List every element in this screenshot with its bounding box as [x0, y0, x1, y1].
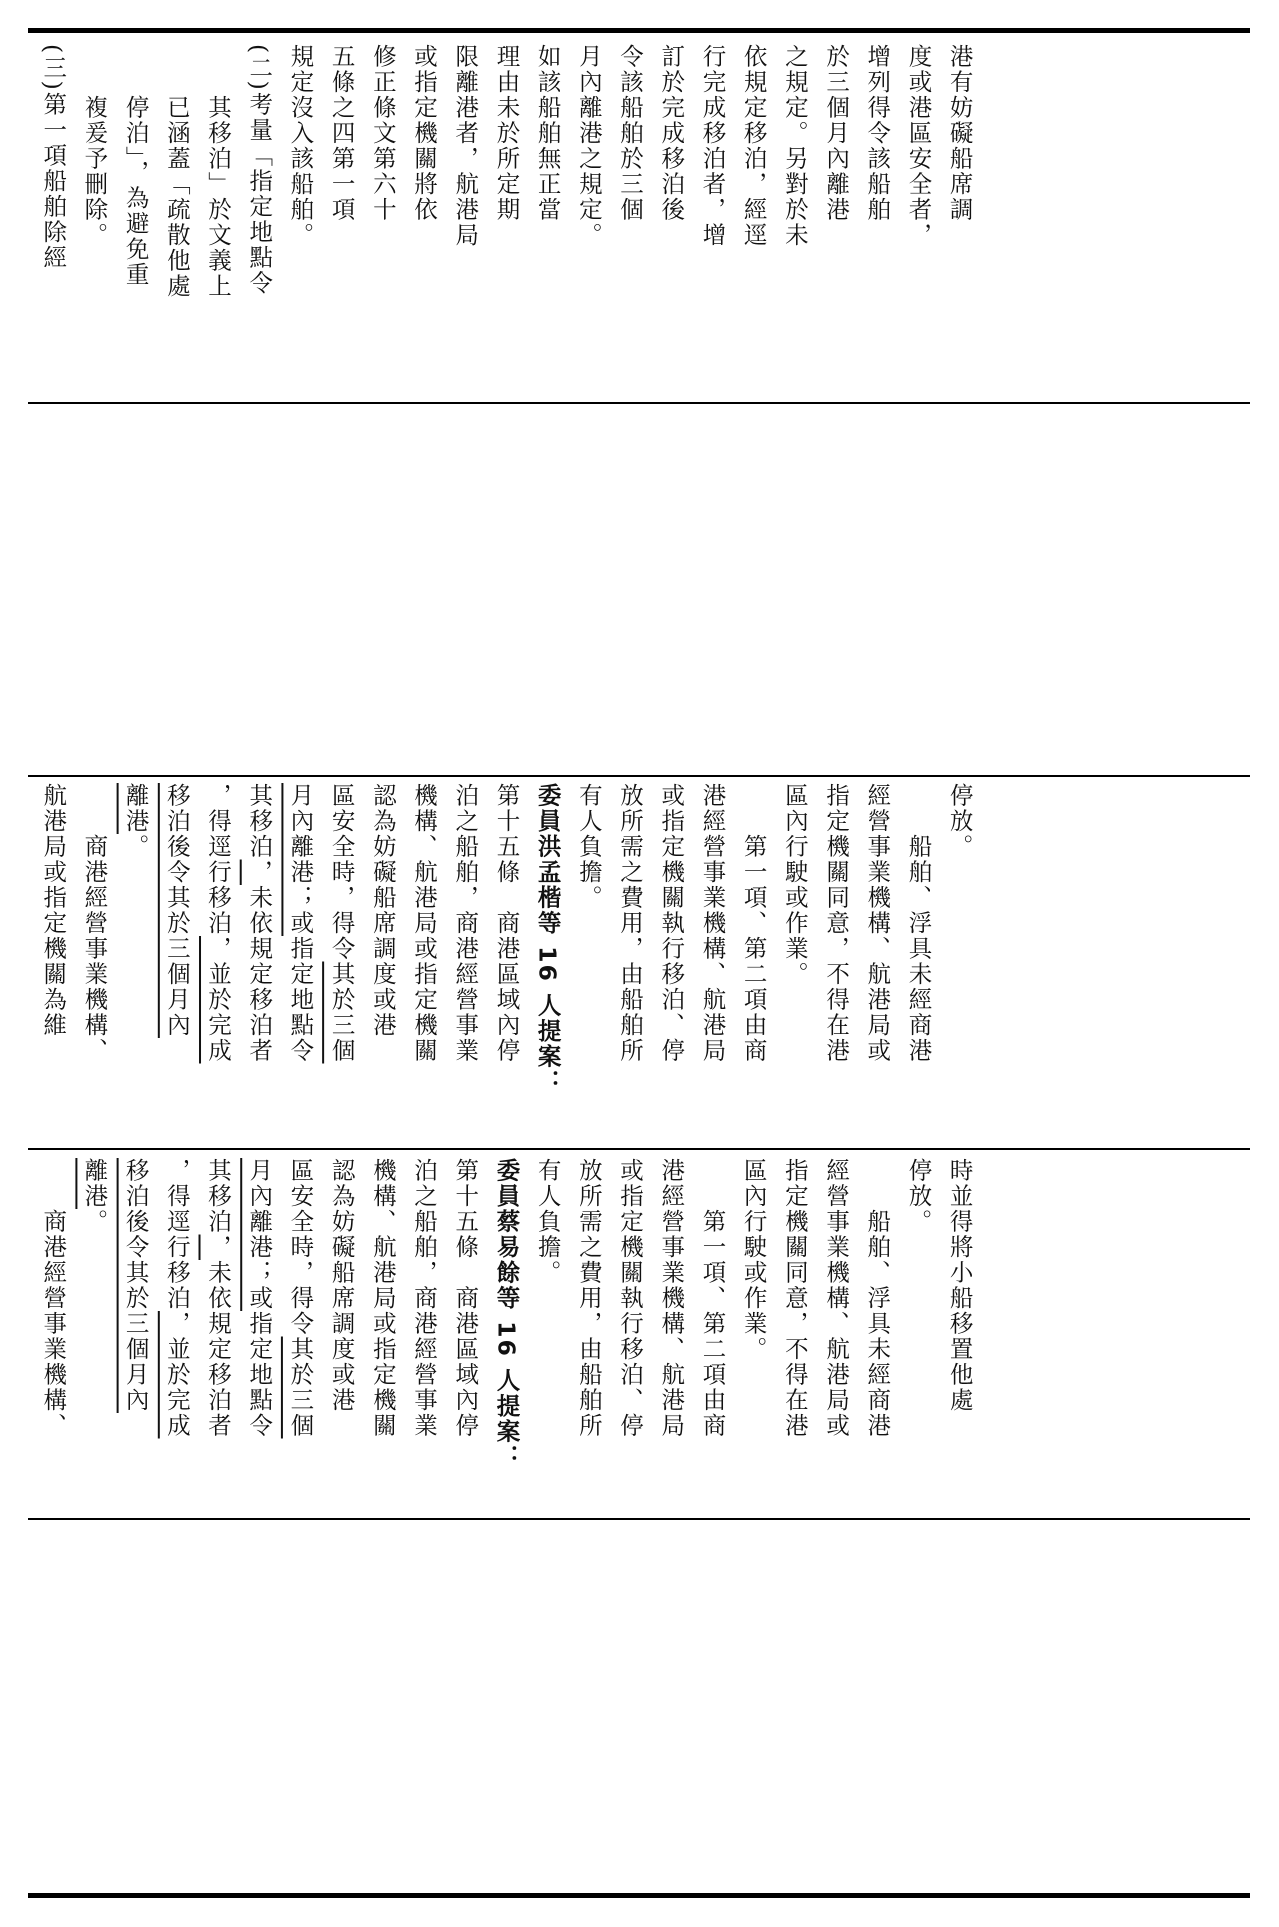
text-line — [279, 783, 320, 1143]
text-line — [568, 783, 609, 1143]
text-line — [856, 44, 897, 394]
text-segment: 指定機關同意，不得在港 — [822, 783, 851, 1064]
text-line — [691, 1158, 732, 1513]
text-segment: 如該船舶無正當 — [533, 44, 562, 223]
text-line — [156, 1158, 197, 1513]
underlined-amendment-text: 移泊後令其於三個月內 — [121, 1158, 150, 1413]
text-segment: 指定地點令 — [245, 1311, 274, 1439]
text-segment: 區內行駛或作業。 — [739, 1158, 768, 1362]
text-segment: 增列得令該船舶 — [863, 44, 892, 223]
text-line — [444, 783, 485, 1143]
text-segment: 航港局或指定機關為維 — [39, 783, 68, 1038]
proposal-heading: 委員洪孟楷等 16 人提案： — [533, 783, 562, 1096]
text-line — [156, 44, 197, 394]
text-segment: 未依規定移泊者 — [245, 885, 274, 1064]
proposal-heading: 委員蔡易餘等 16 人提案： — [492, 1158, 521, 1471]
text-segment: 或指定機關將依 — [410, 44, 439, 223]
text-segment: 停泊」，為避免重 — [121, 44, 150, 288]
text-line — [403, 1158, 444, 1513]
text-segment: (二)考量「指定地點令 — [245, 44, 274, 296]
text-segment: 。 — [121, 834, 150, 860]
text-line — [568, 1158, 609, 1513]
text-segment: 。 — [80, 1209, 109, 1235]
rule-middle — [28, 1148, 1250, 1150]
text-segment: 未依規定移泊者 — [204, 1260, 233, 1439]
text-segment: 經營事業機構、航港局或 — [822, 1158, 851, 1439]
text-line — [485, 783, 526, 1143]
text-line — [73, 783, 114, 1143]
text-line — [650, 783, 691, 1143]
rule-top — [28, 28, 1250, 33]
text-line — [774, 1158, 815, 1513]
text-line — [238, 783, 279, 1143]
text-line — [320, 44, 361, 394]
text-segment: 商港經營事業機構、 — [80, 783, 109, 1064]
text-segment: 限離港者，航港局 — [451, 44, 480, 248]
text-segment: 於三個月內離港 — [822, 44, 851, 223]
text-segment: 停放。 — [945, 783, 974, 860]
text-segment: 泊之船舶，商港經營事業 — [451, 783, 480, 1064]
text-line — [485, 44, 526, 394]
text-line — [485, 1158, 526, 1513]
text-segment: 五條之四第一項 — [327, 44, 356, 223]
rule-top-section-bottom — [28, 402, 1250, 404]
text-segment: 其移泊 — [245, 783, 274, 860]
text-segment: 度或港區安全者， — [904, 44, 933, 248]
text-segment: 有人負擔。 — [533, 1158, 562, 1286]
text-line — [362, 44, 403, 394]
text-line — [362, 1158, 403, 1513]
text-segment: 已涵蓋「疏散他處 — [162, 44, 191, 299]
text-line — [156, 783, 197, 1143]
text-segment: 機構、航港局或指定機關 — [410, 783, 439, 1064]
text-segment: 港有妨礙船席調 — [945, 44, 974, 223]
text-segment: 訂於完成移泊後 — [657, 44, 686, 223]
text-segment: 令該船舶於三個 — [616, 44, 645, 223]
text-line — [897, 44, 938, 394]
text-segment: 停放。 — [904, 1158, 933, 1235]
text-line — [114, 783, 155, 1143]
text-segment: 認為妨礙船席調度或港 — [368, 783, 397, 1038]
underlined-amendment-text: 離港 — [80, 1158, 109, 1209]
underlined-amendment-text: 離港 — [121, 783, 150, 834]
rule-lower-bottom — [28, 1518, 1250, 1520]
explanation-text-block — [32, 44, 980, 394]
proposal-hung-meng-kai-text-block — [32, 783, 980, 1143]
text-line — [197, 1158, 238, 1513]
text-line — [73, 1158, 114, 1513]
text-line — [815, 783, 856, 1143]
text-segment: 第一項、第二項由商 — [739, 783, 768, 1064]
underlined-amendment-text: ，並於完成 — [204, 936, 233, 1064]
text-segment: 第十五條 商港區域內停 — [492, 783, 521, 1064]
underlined-amendment-text: 月內離港；或 — [286, 783, 315, 936]
text-line — [691, 44, 732, 394]
text-line — [444, 44, 485, 394]
text-segment: 第一項、第二項由商 — [698, 1158, 727, 1439]
text-segment: 依規定移泊，經逕 — [739, 44, 768, 248]
text-line — [815, 44, 856, 394]
text-line — [197, 44, 238, 394]
text-segment: 機構、航港局或指定機關 — [368, 1158, 397, 1439]
text-segment: (三)第一項船舶除經 — [39, 44, 68, 271]
text-line — [609, 1158, 650, 1513]
text-segment: 或指定機關執行移泊、停 — [657, 783, 686, 1064]
text-line — [444, 1158, 485, 1513]
underlined-amendment-text: 其於三個 — [327, 961, 356, 1064]
text-segment: 區安全時，得令 — [286, 1158, 315, 1337]
underlined-amendment-text: ， — [204, 1234, 233, 1260]
underlined-amendment-text: 移泊後令其於三個月內 — [162, 783, 191, 1038]
text-line — [732, 44, 773, 394]
text-line — [403, 783, 444, 1143]
text-segment: 月內離港之規定。 — [574, 44, 603, 248]
text-segment: 複爰予刪除。 — [80, 44, 109, 248]
text-segment: 認為妨礙船席調度或港 — [327, 1158, 356, 1413]
text-line — [732, 1158, 773, 1513]
text-line — [32, 783, 73, 1143]
text-line — [403, 44, 444, 394]
proposal-tsai-yi-yu-text-block — [32, 1158, 980, 1513]
text-line — [238, 1158, 279, 1513]
text-segment: 泊之船舶，商港經營事業 — [410, 1158, 439, 1439]
underlined-amendment-text: 月內離港；或 — [245, 1158, 274, 1311]
text-segment: 其移泊」於文義上 — [204, 44, 233, 299]
text-segment: 放所需之費用，由船舶所 — [616, 783, 645, 1064]
text-line — [732, 783, 773, 1143]
text-line — [774, 783, 815, 1143]
text-line — [938, 783, 979, 1143]
text-segment: 規定沒入該船舶。 — [286, 44, 315, 248]
text-segment: ，得逕行移泊 — [204, 783, 233, 936]
text-segment: 指定地點令 — [286, 936, 315, 1064]
text-segment: 修正條文第六十 — [368, 44, 397, 223]
text-line — [609, 783, 650, 1143]
text-segment: 指定機關同意，不得在港 — [780, 1158, 809, 1439]
text-line — [73, 44, 114, 394]
text-line — [774, 44, 815, 394]
underlined-amendment-text: ， — [245, 859, 274, 885]
text-line — [279, 1158, 320, 1513]
text-line — [32, 44, 73, 394]
text-segment: 第十五條 商港區域內停 — [451, 1158, 480, 1439]
text-line — [609, 44, 650, 394]
text-line — [526, 783, 567, 1143]
text-segment: 之規定。另對於未 — [780, 44, 809, 248]
text-line — [815, 1158, 856, 1513]
text-line — [197, 783, 238, 1143]
text-line — [691, 783, 732, 1143]
text-segment: 或指定機關執行移泊、停 — [616, 1158, 645, 1439]
text-line — [897, 783, 938, 1143]
text-segment: 行完成移泊者，增 — [698, 44, 727, 248]
text-line — [856, 783, 897, 1143]
text-line — [650, 1158, 691, 1513]
text-segment: 船舶、浮具未經商港 — [904, 783, 933, 1064]
text-line — [650, 44, 691, 394]
text-segment: 時並得將小船移置他處 — [945, 1158, 974, 1413]
text-line — [114, 1158, 155, 1513]
rule-bottom — [28, 1893, 1250, 1898]
text-line — [526, 1158, 567, 1513]
text-line — [938, 44, 979, 394]
text-line — [238, 44, 279, 394]
text-line — [320, 783, 361, 1143]
text-line — [568, 44, 609, 394]
text-line — [856, 1158, 897, 1513]
text-line — [897, 1158, 938, 1513]
text-segment: 港經營事業機構、航港局 — [698, 783, 727, 1064]
text-line — [362, 783, 403, 1143]
text-line — [320, 1158, 361, 1513]
text-segment: 區安全時，得令 — [327, 783, 356, 962]
text-segment: 船舶、浮具未經商港 — [863, 1158, 892, 1439]
underlined-amendment-text: ，並於完成 — [162, 1311, 191, 1439]
text-segment: 理由未於所定期 — [492, 44, 521, 223]
text-segment: 商港經營事業機構、 — [39, 1158, 68, 1439]
text-segment: 其移泊 — [204, 1158, 233, 1235]
text-segment: 港經營事業機構、航港局 — [657, 1158, 686, 1439]
underlined-amendment-text: 其於三個 — [286, 1336, 315, 1439]
rule-lower-top — [28, 775, 1250, 777]
text-line — [114, 44, 155, 394]
text-line — [32, 1158, 73, 1513]
text-segment: 放所需之費用，由船舶所 — [574, 1158, 603, 1439]
text-line — [938, 1158, 979, 1513]
text-segment: 經營事業機構、航港局或 — [863, 783, 892, 1064]
text-line — [279, 44, 320, 394]
text-segment: 區內行駛或作業。 — [780, 783, 809, 987]
text-line — [526, 44, 567, 394]
text-segment: ，得逕行移泊 — [162, 1158, 191, 1311]
text-segment: 有人負擔。 — [574, 783, 603, 911]
